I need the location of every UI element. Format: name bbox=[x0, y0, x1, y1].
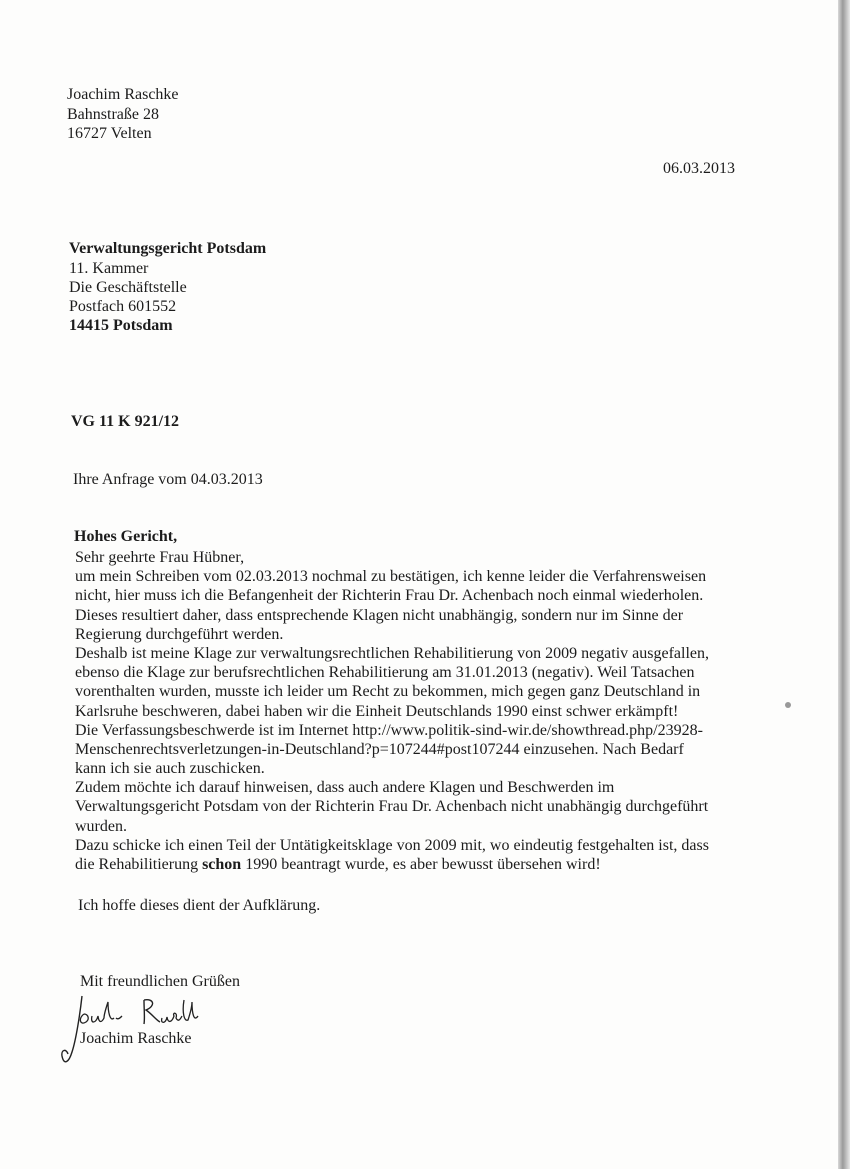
recipient-office: Die Geschäftstelle bbox=[69, 279, 187, 296]
body-line: um mein Schreiben vom 02.03.2013 nochmal zu bestätigen, ich kenne leider die Verfahrensweisen bbox=[75, 568, 707, 586]
body-line: Regierung durchgeführt werden. bbox=[75, 625, 284, 643]
body-line: Dazu schicke ich einen Teil der Untätigkeitsklage von 2009 mit, wo eindeutig festgehalten ist, dass bbox=[75, 836, 709, 854]
closing-hope: Ich hoffe dieses dient der Aufklärung. bbox=[78, 897, 321, 914]
last-line-after: 1990 beantragt wurde, es aber bewusst übersehen wird! bbox=[241, 856, 601, 873]
body-line: Deshalb ist meine Klage zur verwaltungsrechtlichen Rehabilitierung von 2009 negativ ausgefallen, bbox=[75, 644, 710, 662]
sender-street: Bahnstraße 28 bbox=[67, 106, 159, 123]
body-line: Zudem möchte ich darauf hinweisen, dass auch andere Klagen und Beschwerden im bbox=[75, 779, 615, 797]
inquiry-line: Ihre Anfrage vom 04.03.2013 bbox=[73, 471, 263, 488]
recipient-chamber: 11. Kammer bbox=[69, 260, 149, 277]
sender-name: Joachim Raschke bbox=[67, 86, 179, 103]
scan-edge bbox=[838, 0, 850, 1169]
recipient-court: Verwaltungsgericht Potsdam bbox=[69, 240, 267, 257]
greeting-line: Sehr geehrte Frau Hübner, bbox=[75, 549, 245, 566]
signature-name: Joachim Raschke bbox=[80, 1030, 192, 1047]
sender-city: 16727 Velten bbox=[67, 125, 152, 142]
salutation: Hohes Gericht, bbox=[74, 528, 178, 545]
letter-date: 06.03.2013 bbox=[663, 160, 735, 177]
recipient-city: 14415 Potsdam bbox=[69, 317, 173, 334]
signature-script-text: Joachim Raschke bbox=[60, 992, 67, 993]
body-line: ebenso die Klage zur berufsrechtlichen Rehabilitierung am 31.01.2013 (negativ). Weil Tatsachen bbox=[75, 664, 695, 682]
closing-phrase: Mit freundlichen Grüßen bbox=[80, 973, 240, 990]
body-line: nicht, hier muss ich die Befangenheit der Richterin Frau Dr. Achenbach noch einmal wiederholen. bbox=[75, 587, 704, 605]
body-line: wurden. bbox=[75, 817, 127, 835]
body-line: Die Verfassungsbeschwerde ist im Internet http://www.politik-sind-wir.de/showthread.php/23928- bbox=[75, 721, 703, 739]
last-line-before: die Rehabilitierung bbox=[75, 856, 203, 873]
last-line-bold: schon bbox=[202, 856, 242, 873]
scan-speck bbox=[785, 702, 791, 708]
letter-body bbox=[75, 548, 709, 874]
body-line: Dieses resultiert daher, dass entsprechende Klagen nicht unabhängig, sondern nur im Sinne der bbox=[75, 606, 684, 624]
recipient-postbox: Postfach 601552 bbox=[69, 298, 177, 315]
body-line: Verwaltungsgericht Potsdam von der Richterin Frau Dr. Achenbach nicht unabhängig durchgeführt bbox=[75, 798, 709, 816]
body-line: kann ich sie auch zuschicken. bbox=[75, 760, 265, 778]
body-line-last bbox=[75, 855, 709, 874]
reference-number: VG 11 K 921/12 bbox=[71, 413, 180, 430]
body-line: vorenthalten wurden, musste ich leider um Recht zu bekommen, mich gegen ganz Deutschland in bbox=[75, 683, 701, 701]
body-line: Menschenrechtsverletzungen-in-Deutschland?p=107244#post107244 einzusehen. Nach Bedarf bbox=[75, 740, 684, 758]
body-line: Karlsruhe beschweren, dabei haben wir die Einheit Deutschlands 1990 einst schwer erkämpft! bbox=[75, 702, 679, 720]
